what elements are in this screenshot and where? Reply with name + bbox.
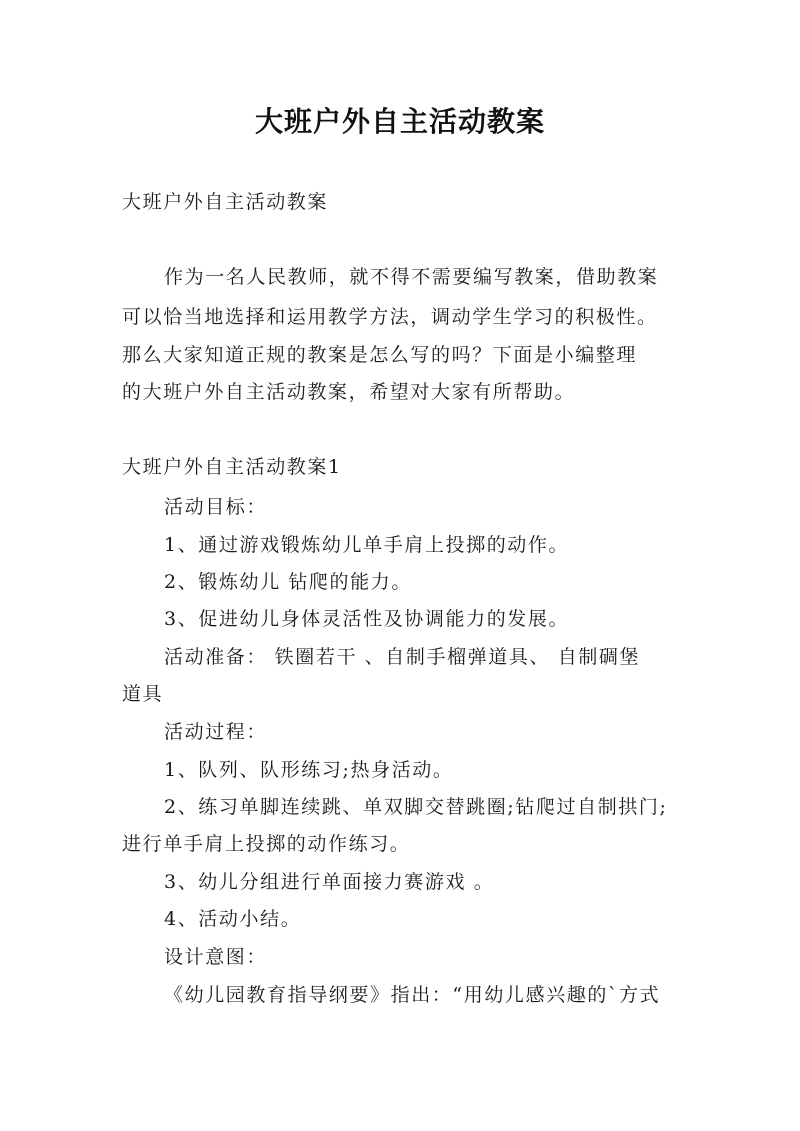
- process-label: 活动过程：: [164, 721, 268, 743]
- design-line-1: 《幼儿园教育指导纲要》指出：“用幼儿感兴趣的`方式: [164, 984, 661, 1006]
- document-subtitle: 大班户外自主活动教案: [122, 191, 329, 213]
- process-item-4: 4、活动小结。: [164, 908, 302, 930]
- goal-item-1: 1、通过游戏锻炼幼儿单手肩上投掷的动作。: [164, 534, 570, 556]
- design-label: 设计意图：: [164, 946, 268, 968]
- goal-item-2: 2、锻炼幼儿 钻爬的能力。: [164, 571, 412, 593]
- process-item-2-line-1: 2、练习单脚连续跳、单双脚交替跳圈;钻爬过自制拱门;: [164, 796, 668, 818]
- intro-line-3: 那么大家知道正规的教案是怎么写的吗？下面是小编整理: [122, 344, 638, 366]
- process-item-1: 1、队列、队形练习;热身活动。: [164, 759, 454, 781]
- goal-label: 活动目标：: [164, 496, 268, 518]
- intro-line-2: 可以恰当地选择和运用教学方法，调动学生学习的积极性。: [122, 306, 658, 328]
- process-item-3: 3、幼儿分组进行单面接力赛游戏 。: [164, 871, 495, 893]
- process-item-2-line-2: 进行单手肩上投掷的动作练习。: [122, 833, 411, 855]
- intro-line-4: 的大班户外自主活动教案，希望对大家有所帮助。: [122, 381, 576, 403]
- goal-item-3: 3、促进幼儿身体灵活性及协调能力的发展。: [164, 608, 570, 630]
- section-heading: 大班户外自主活动教案1: [122, 456, 342, 478]
- prep-line-1: 活动准备： 铁圈若干 、自制手榴弹道具、 自制碉堡: [164, 646, 641, 668]
- prep-line-2: 道具: [122, 683, 164, 705]
- intro-line-1: 作为一名人民教师，就不得不需要编写教案，借助教案: [164, 266, 659, 288]
- document-title: 大班户外自主活动教案: [254, 105, 545, 138]
